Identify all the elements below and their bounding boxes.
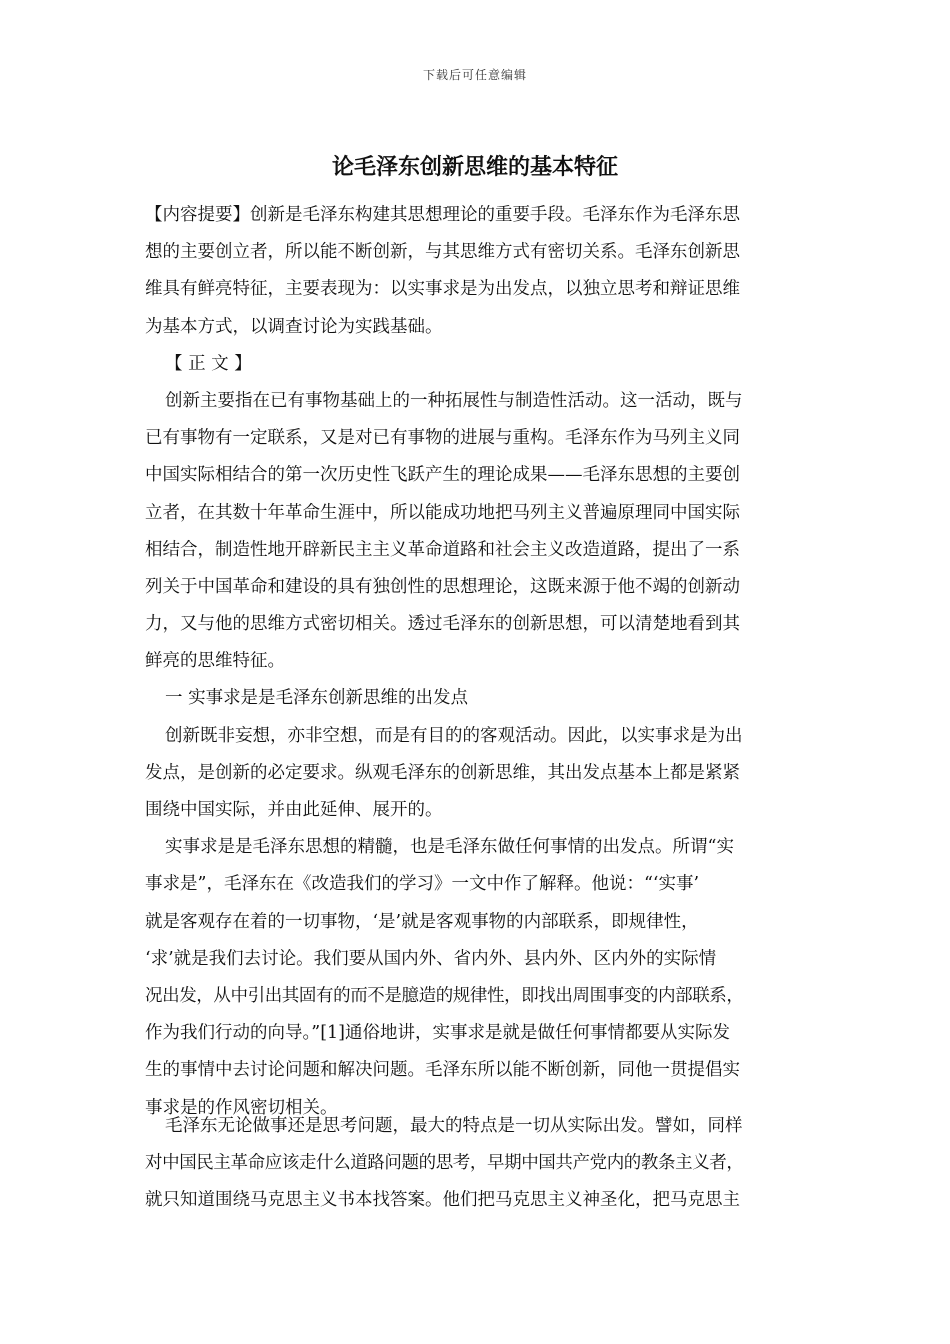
paragraph-line: 实事求是是毛泽东思想的精髓，也是毛泽东做任何事情的出发点。所谓“实 [165, 837, 734, 858]
paragraph-line: 毛泽东无论做事还是思考问题，最大的特点是一切从实际出发。譬如，同样 [165, 1116, 743, 1136]
document-body [145, 197, 817, 1127]
paragraph-line: 相结合，制造性地开辟新民主主义革命道路和社会主义改造道路，提出了一系 [145, 539, 740, 560]
paragraph-line: 力，又与他的思维方式密切相关。透过毛泽东的创新思想，可以清楚地看到其 [145, 614, 740, 635]
abstract-line: 想的主要创立者，所以能不断创新，与其思维方式有密切关系。毛泽东创新思 [145, 242, 740, 263]
paragraph-line: 作为我们行动的向导。”[1]通俗地讲，实事求是就是做任何事情都要从实际发 [145, 1023, 730, 1044]
paragraph-line: 创新既非妄想，亦非空想，而是有目的的客观活动。因此，以实事求是为出 [165, 725, 743, 746]
paragraph-line: 事求是的作风密切相关。 [145, 1097, 338, 1118]
paragraph-line: 立者，在其数十年革命生涯中，所以能成功地把马列主义普遍原理同中国实际 [145, 502, 740, 523]
paragraph-line: ‘求’就是我们去讨论。我们要从国内外、省内外、县内外、区内外的实际情 [145, 948, 717, 969]
abstract-line: 【内容提要】创新是毛泽东构建其思想理论的重要手段。毛泽东作为毛泽东思 [145, 205, 740, 225]
paragraph-line: 事求是”，毛泽东在《改造我们的学习》一文中作了解释。他说：“‘实事’ [145, 874, 700, 895]
section-heading: 一 实事求是是毛泽东创新思维的出发点 [165, 688, 469, 709]
paragraph-line: 就只知道围绕马克思主义书本找答案。他们把马克思主义神圣化，把马克思主 [145, 1190, 740, 1211]
paragraph-line: 就是客观存在着的一切事物，‘是’就是客观事物的内部联系，即规律性， [145, 911, 699, 932]
paragraph-line: 鲜亮的思维特征。 [145, 651, 285, 672]
paragraph-line: 围绕中国实际，并由此延伸、展开的。 [145, 800, 443, 820]
paragraph-line: 已有事物有一定联系，又是对已有事物的进展与重构。毛泽东作为马列主义同 [145, 428, 740, 449]
paragraph-line: 况出发，从中引出其固有的而不是臆造的规律性，即找出周围事变的内部联系， [145, 985, 744, 1006]
abstract-line: 维具有鲜亮特征，主要表现为：以实事求是为出发点，以独立思考和辩证思维 [145, 279, 740, 300]
paragraph-line: 创新主要指在已有事物基础上的一种拓展性与制造性活动。这一活动，既与 [165, 390, 743, 411]
paragraph-line: 中国实际相结合的第一次历史性飞跃产生的理论成果——毛泽东思想的主要创 [145, 465, 740, 486]
paragraph-line: 列关于中国革命和建设的具有独创性的思想理论，这既来源于他不竭的创新动 [145, 576, 740, 597]
document-title: 论毛泽东创新思维的基本特征 [331, 155, 618, 180]
abstract-line: 为基本方式，以调查讨论为实践基础。 [145, 316, 443, 337]
paragraph-line: 发点，是创新的必定要求。纵观毛泽东的创新思维，其出发点基本上都是紧紧 [145, 762, 740, 783]
main-text-heading: 【 正 文 】 [165, 353, 252, 374]
document-body-continued [145, 1108, 817, 1220]
paragraph-line: 生的事情中去讨论问题和解决问题。毛泽东所以能不断创新，同他一贯提倡实 [145, 1060, 740, 1081]
page-header-note: 下载后可任意编辑 [422, 68, 527, 82]
paragraph-line: 对中国民主革命应该走什么道路问题的思考，早期中国共产党内的教条主义者， [145, 1153, 744, 1174]
